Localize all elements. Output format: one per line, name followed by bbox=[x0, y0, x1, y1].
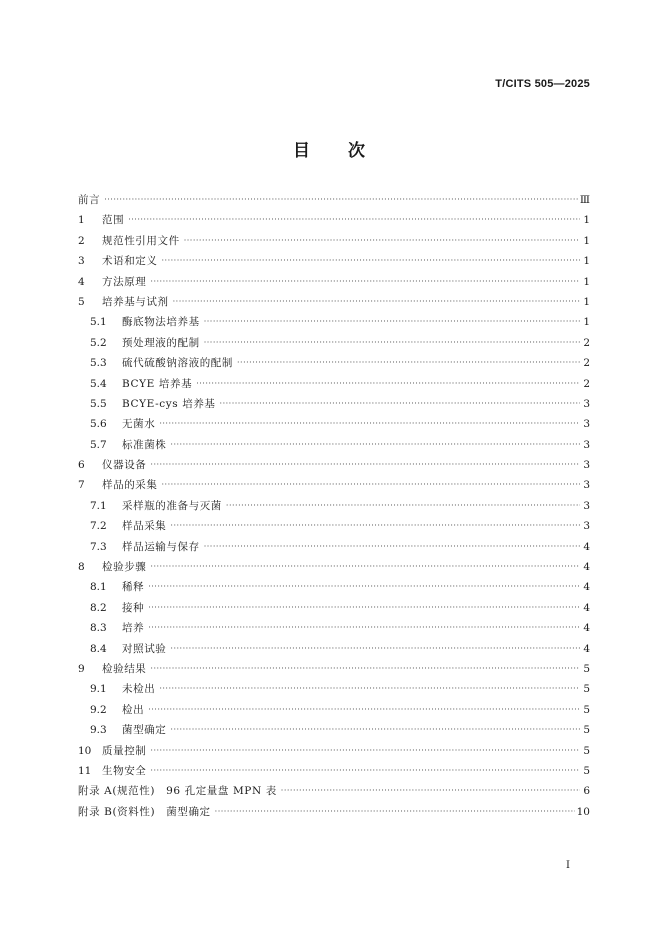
toc-entry[interactable] bbox=[78, 496, 590, 516]
toc-leader-dots bbox=[215, 802, 575, 822]
toc-entry-page: 6 bbox=[583, 785, 590, 798]
toc-entry-page: 3 bbox=[583, 418, 590, 431]
toc-entry-number: 8.1 bbox=[90, 581, 107, 594]
toc-entry-page: 5 bbox=[583, 662, 590, 675]
toc-leader-dots bbox=[128, 210, 580, 230]
toc-entry-page: 1 bbox=[583, 255, 590, 268]
toc-entry-number: 11 bbox=[78, 764, 92, 777]
toc-title-left: 目 bbox=[293, 141, 314, 161]
toc-entry-label: 生物安全 bbox=[102, 764, 147, 777]
toc-entry[interactable] bbox=[78, 720, 590, 740]
toc-entry[interactable] bbox=[78, 190, 590, 210]
toc-entry[interactable] bbox=[78, 802, 590, 822]
toc-entry-number: 8.2 bbox=[90, 601, 107, 614]
toc-entry-label: 质量控制 bbox=[102, 744, 147, 757]
toc-entry[interactable] bbox=[78, 272, 590, 292]
toc-entry-number: 7.2 bbox=[90, 520, 107, 533]
toc-leader-dots bbox=[220, 394, 580, 414]
toc-entry-label: 采样瓶的准备与灭菌 bbox=[122, 499, 222, 512]
toc-leader-dots bbox=[226, 496, 580, 516]
toc-entry-number: 9.2 bbox=[90, 703, 107, 716]
toc-entry-page: 5 bbox=[583, 744, 590, 757]
toc-entry-label: 检验结果 bbox=[102, 662, 147, 675]
toc-entry-label: 预处理液的配制 bbox=[122, 336, 200, 349]
toc-leader-dots bbox=[204, 333, 580, 353]
toc-entry-label: 接种 bbox=[122, 601, 145, 614]
toc-entry-page: Ⅲ bbox=[579, 193, 590, 206]
toc-entry-number: 1 bbox=[78, 214, 85, 227]
table-of-contents bbox=[78, 190, 590, 822]
toc-entry-label: 菌型确定 bbox=[122, 724, 167, 737]
toc-entry[interactable] bbox=[78, 516, 590, 536]
toc-entry[interactable] bbox=[78, 659, 590, 679]
toc-leader-dots bbox=[150, 455, 580, 475]
toc-entry[interactable] bbox=[78, 394, 590, 414]
toc-entry-page: 1 bbox=[583, 316, 590, 329]
toc-leader-dots bbox=[148, 700, 580, 720]
toc-entry-page: 1 bbox=[583, 234, 590, 247]
toc-entry-label: 附录 B(资料性) 菌型确定 bbox=[78, 805, 211, 818]
toc-entry-label: 样品的采集 bbox=[102, 479, 158, 492]
toc-entry-page: 4 bbox=[583, 642, 590, 655]
toc-entry[interactable] bbox=[78, 598, 590, 618]
toc-entry[interactable] bbox=[78, 557, 590, 577]
toc-entry-number: 5.7 bbox=[90, 438, 107, 451]
toc-entry-number: 9.3 bbox=[90, 724, 107, 737]
toc-leader-dots bbox=[184, 231, 580, 251]
toc-entry-number: 6 bbox=[78, 459, 85, 472]
toc-entry-page: 4 bbox=[583, 581, 590, 594]
toc-entry-label: 仪器设备 bbox=[102, 459, 147, 472]
toc-entry-label: 方法原理 bbox=[102, 275, 147, 288]
toc-entry-page: 4 bbox=[583, 622, 590, 635]
toc-entry-number: 7.3 bbox=[90, 540, 107, 553]
toc-entry-page: 3 bbox=[583, 459, 590, 472]
toc-entry[interactable] bbox=[78, 251, 590, 271]
toc-leader-dots bbox=[204, 312, 580, 332]
toc-entry-page: 2 bbox=[583, 377, 590, 390]
toc-entry-label: BCYE-cys 培养基 bbox=[122, 397, 216, 410]
toc-entry-page: 5 bbox=[583, 764, 590, 777]
toc-entry[interactable] bbox=[78, 455, 590, 475]
toc-entry[interactable] bbox=[78, 618, 590, 638]
toc-title bbox=[0, 136, 662, 161]
toc-entry-page: 3 bbox=[583, 438, 590, 451]
toc-entry-number: 5.1 bbox=[90, 316, 107, 329]
toc-entry-number: 7.1 bbox=[90, 499, 107, 512]
toc-entry-number: 4 bbox=[78, 275, 85, 288]
toc-entry[interactable] bbox=[78, 781, 590, 801]
toc-entry-label: 培养基与试剂 bbox=[102, 295, 169, 308]
toc-leader-dots bbox=[104, 190, 578, 210]
toc-entry-number: 9.1 bbox=[90, 683, 107, 696]
toc-leader-dots bbox=[159, 414, 580, 434]
toc-entry-page: 2 bbox=[583, 336, 590, 349]
toc-entry-label: 附录 A(规范性) 96 孔定量盘 MPN 表 bbox=[78, 785, 277, 798]
toc-entry-page: 1 bbox=[583, 275, 590, 288]
toc-entry[interactable] bbox=[78, 700, 590, 720]
toc-entry-number: 5.5 bbox=[90, 397, 107, 410]
toc-entry[interactable] bbox=[78, 333, 590, 353]
toc-entry-number: 2 bbox=[78, 234, 85, 247]
toc-entry-label: 硫代硫酸钠溶液的配制 bbox=[122, 357, 233, 370]
toc-entry-label: 术语和定义 bbox=[102, 255, 158, 268]
toc-entry-label: 样品采集 bbox=[122, 520, 167, 533]
toc-entry-page: 3 bbox=[583, 520, 590, 533]
toc-entry[interactable] bbox=[78, 231, 590, 251]
toc-entry-page: 4 bbox=[583, 601, 590, 614]
toc-leader-dots bbox=[281, 781, 580, 801]
toc-leader-dots bbox=[162, 251, 581, 271]
toc-leader-dots bbox=[150, 272, 580, 292]
toc-entry-page: 3 bbox=[583, 499, 590, 512]
toc-entry[interactable] bbox=[78, 741, 590, 761]
toc-entry-page: 2 bbox=[583, 357, 590, 370]
toc-leader-dots bbox=[150, 761, 580, 781]
toc-entry-page: 4 bbox=[583, 540, 590, 553]
toc-entry-page: 5 bbox=[583, 683, 590, 696]
toc-entry-label: 样品运输与保存 bbox=[122, 540, 200, 553]
toc-entry-label: 稀释 bbox=[122, 581, 145, 594]
toc-entry[interactable] bbox=[78, 353, 590, 373]
toc-entry-label: 标准菌株 bbox=[122, 438, 167, 451]
toc-entry-number: 3 bbox=[78, 255, 85, 268]
toc-entry-label: 无菌水 bbox=[122, 418, 156, 431]
toc-entry-page: 5 bbox=[583, 703, 590, 716]
toc-leader-dots bbox=[170, 720, 580, 740]
toc-entry-page: 3 bbox=[583, 479, 590, 492]
toc-entry-page: 3 bbox=[583, 397, 590, 410]
toc-entry-page: 4 bbox=[583, 561, 590, 574]
toc-entry-number: 5.4 bbox=[90, 377, 107, 390]
toc-entry-page: 1 bbox=[583, 214, 590, 227]
toc-entry-number: 10 bbox=[78, 744, 92, 757]
toc-leader-dots bbox=[148, 598, 580, 618]
toc-entry-label: 未检出 bbox=[122, 683, 156, 696]
toc-entry-label: 检验步骤 bbox=[102, 561, 147, 574]
toc-leader-dots bbox=[204, 537, 580, 557]
toc-entry-label: 范围 bbox=[102, 214, 125, 227]
toc-leader-dots bbox=[150, 741, 580, 761]
toc-entry-number: 8.4 bbox=[90, 642, 107, 655]
toc-entry[interactable] bbox=[78, 374, 590, 394]
toc-leader-dots bbox=[148, 618, 580, 638]
toc-entry[interactable] bbox=[78, 679, 590, 699]
toc-leader-dots bbox=[173, 292, 580, 312]
toc-entry-number: 8 bbox=[78, 561, 85, 574]
toc-entry-label: 规范性引用文件 bbox=[102, 234, 180, 247]
toc-entry[interactable] bbox=[78, 435, 590, 455]
toc-entry-page: 10 bbox=[576, 805, 590, 818]
toc-entry-page: 1 bbox=[583, 295, 590, 308]
toc-entry[interactable] bbox=[78, 292, 590, 312]
toc-leader-dots bbox=[170, 516, 580, 536]
toc-entry-number: 9 bbox=[78, 662, 85, 675]
toc-entry[interactable] bbox=[78, 210, 590, 230]
toc-leader-dots bbox=[148, 577, 580, 597]
toc-entry-number: 5 bbox=[78, 295, 85, 308]
toc-leader-dots bbox=[196, 374, 580, 394]
toc-entry-number: 5.6 bbox=[90, 418, 107, 431]
toc-leader-dots bbox=[170, 639, 580, 659]
toc-leader-dots bbox=[237, 353, 580, 373]
toc-leader-dots bbox=[150, 557, 580, 577]
toc-leader-dots bbox=[150, 659, 580, 679]
toc-entry-label: BCYE 培养基 bbox=[122, 377, 193, 390]
toc-entry[interactable] bbox=[78, 761, 590, 781]
toc-entry-label: 对照试验 bbox=[122, 642, 167, 655]
standard-code: T/CITS 505—2025 bbox=[495, 78, 590, 90]
toc-entry-label: 酶底物法培养基 bbox=[122, 316, 200, 329]
toc-entry-label: 检出 bbox=[122, 703, 145, 716]
toc-entry[interactable] bbox=[78, 475, 590, 495]
page-number: Ⅰ bbox=[566, 860, 570, 871]
toc-entry[interactable] bbox=[78, 639, 590, 659]
toc-leader-dots bbox=[162, 475, 581, 495]
toc-entry-number: 5.3 bbox=[90, 357, 107, 370]
toc-entry[interactable] bbox=[78, 537, 590, 557]
toc-entry-label: 前言 bbox=[78, 193, 101, 206]
toc-entry-label: 培养 bbox=[122, 622, 145, 635]
toc-entry-page: 5 bbox=[583, 724, 590, 737]
toc-entry-number: 7 bbox=[78, 479, 85, 492]
toc-entry-number: 8.3 bbox=[90, 622, 107, 635]
toc-entry[interactable] bbox=[78, 577, 590, 597]
toc-leader-dots bbox=[170, 435, 580, 455]
toc-entry-number: 5.2 bbox=[90, 336, 107, 349]
toc-title-right: 次 bbox=[348, 141, 369, 161]
toc-leader-dots bbox=[159, 679, 580, 699]
toc-entry[interactable] bbox=[78, 414, 590, 434]
toc-entry[interactable] bbox=[78, 312, 590, 332]
